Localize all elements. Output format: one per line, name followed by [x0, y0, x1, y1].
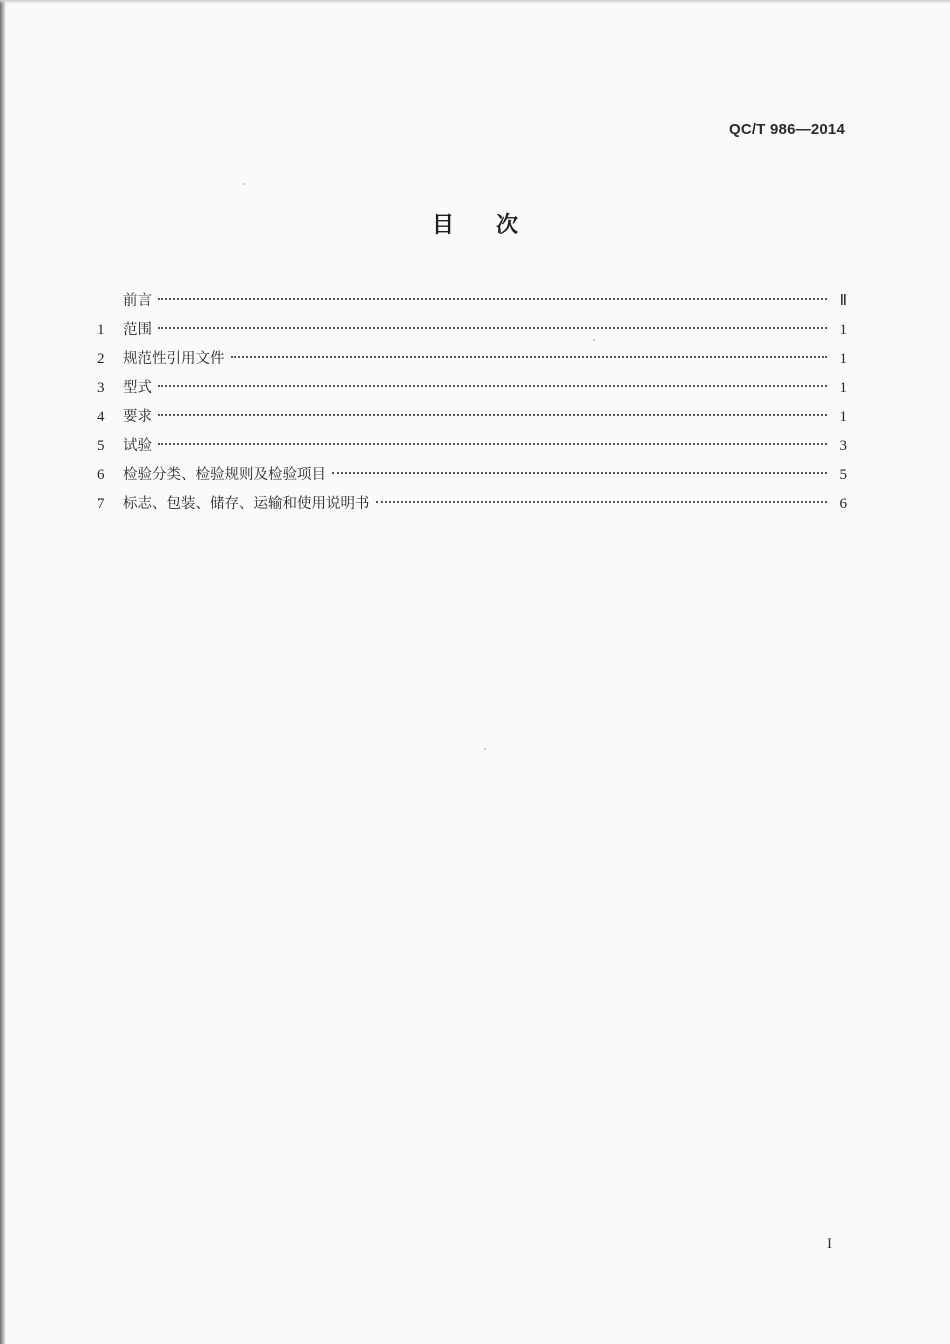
toc-entry-page: 1: [839, 351, 847, 367]
scan-speck: [593, 339, 595, 341]
toc-dot-leader: [231, 356, 828, 358]
toc-entry-number: 7: [97, 496, 105, 512]
toc-entry-number: 1: [97, 322, 105, 338]
toc-entry-label: 检验分类、检验规则及检验项目: [123, 467, 326, 483]
toc-title: 目次: [431, 213, 560, 238]
scan-speck: [243, 183, 245, 185]
toc-entry-number: 2: [97, 351, 105, 367]
toc-dot-leader: [158, 327, 827, 329]
scan-speck: [484, 748, 486, 750]
toc-entry-label: 前言: [123, 293, 152, 309]
toc-entry-number: 4: [97, 409, 105, 425]
toc-entry-page: 1: [839, 322, 847, 338]
toc-entry-label: 试验: [123, 438, 152, 454]
toc-entry-label: 规范性引用文件: [123, 351, 225, 367]
toc-entry: [97, 403, 847, 432]
toc-entry-number: 5: [97, 438, 105, 454]
toc-entry: [97, 287, 847, 316]
table-of-contents: [97, 287, 847, 519]
toc-dot-leader: [158, 443, 827, 445]
toc-entry-number: 6: [97, 467, 105, 483]
scan-edge-left: [0, 0, 6, 1344]
toc-entry: [97, 490, 847, 519]
toc-entry-page: 3: [839, 438, 847, 454]
page-number: I: [827, 1236, 832, 1252]
toc-entry: [97, 374, 847, 403]
toc-entry-page: 6: [839, 496, 847, 512]
toc-entry: [97, 461, 847, 490]
toc-entry-label: 型式: [123, 380, 152, 396]
toc-entry: [97, 316, 847, 345]
toc-dot-leader: [376, 501, 828, 503]
toc-entry-label: 标志、包装、储存、运输和使用说明书: [123, 496, 370, 512]
toc-entry: [97, 432, 847, 461]
toc-entry-page: Ⅱ: [839, 293, 847, 309]
toc-entry: [97, 345, 847, 374]
toc-entry-page: 5: [839, 467, 847, 483]
toc-dot-leader: [158, 298, 827, 300]
toc-entry-number: 3: [97, 380, 105, 396]
toc-entry-label: 范围: [123, 322, 152, 338]
toc-dot-leader: [332, 472, 827, 474]
document-code: QC/T 986—2014: [729, 121, 845, 138]
toc-dot-leader: [158, 414, 827, 416]
toc-entry-label: 要求: [123, 409, 152, 425]
toc-entry-page: 1: [839, 409, 847, 425]
scan-edge-top: [0, 0, 950, 4]
toc-dot-leader: [158, 385, 827, 387]
toc-entry-page: 1: [839, 380, 847, 396]
